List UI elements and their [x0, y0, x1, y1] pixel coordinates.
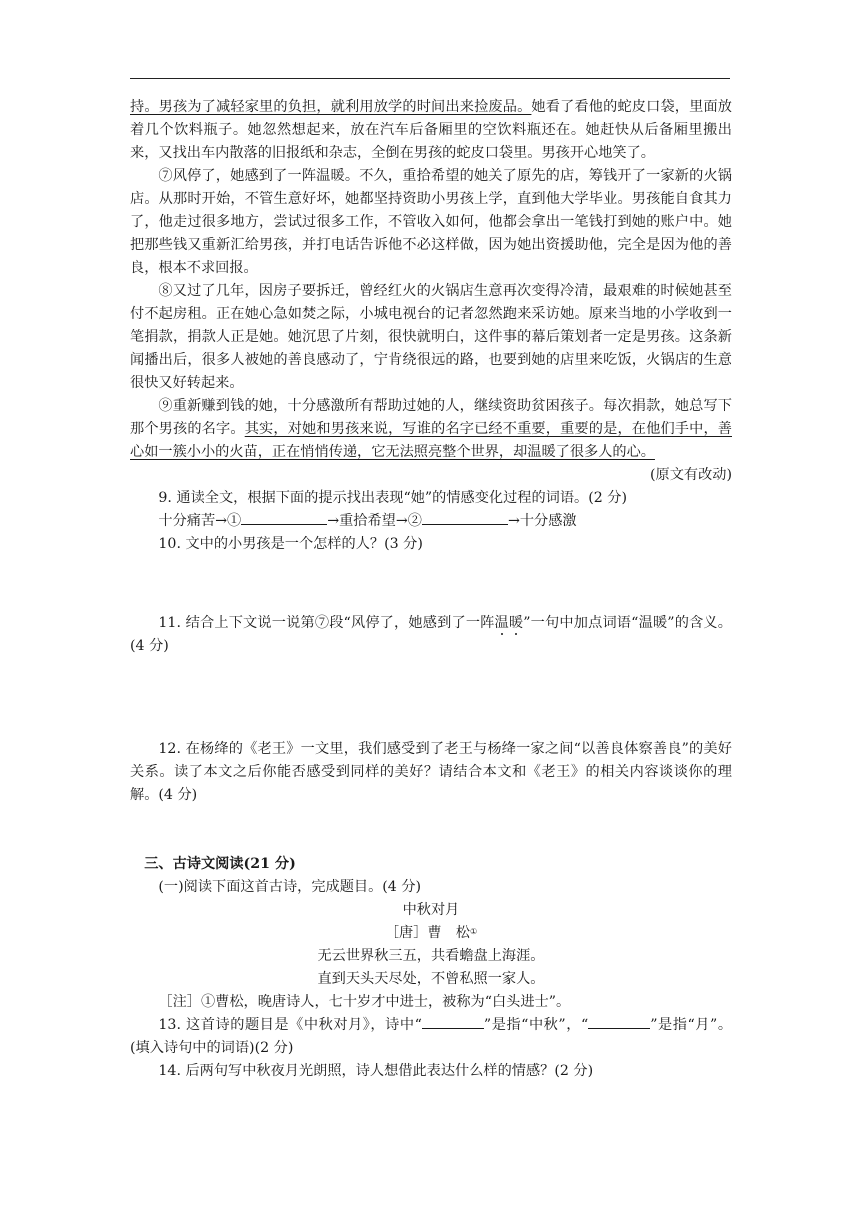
- answer-blank-13a[interactable]: [422, 1014, 484, 1029]
- poem-line-2: 直到天头天尽处，不曾私照一家人。: [317, 971, 545, 987]
- question-text: ”是指“中秋”，“: [483, 1017, 589, 1033]
- underlined-sentence: 其实，对她和男孩来说，写谁的名字已经不重要，重要的是，在他们手中，善心如一簇小小的火苗，正在悄悄传递，它无法照亮整个世界，却温暖了很多人的心。: [130, 421, 732, 460]
- paragraph-7: ⑦风停了，她感到了一阵温暖。不久，重拾希望的她关了原先的店，筹钱开了一家新的火锅店。从那时开始，不管生意好坏，她都坚持资助小男孩上学，直到他大学毕业。男孩能自食其力了，他走过很多地方，尝试过很多工作，不管收入如何，他都会拿出一笔钱打到她的账户中。她把那些钱又重新汇给男孩，并打电话告诉他不必这样做，因为她出资援助他，完全是因为他的善良，根本不求回报。: [130, 168, 732, 276]
- underlined-sentence: 持。男孩为了减轻家里的负担，就利用放学的时间出来捡废品。: [130, 99, 532, 115]
- footnote-marker: ①: [469, 927, 478, 936]
- question-text: ”是指“月”。(填入诗句中的词语)(2 分): [130, 1017, 733, 1056]
- paragraph-text: ⑨重新赚到钱的她，十分感激所有帮助过她的人，继续资助贫困孩子。每次捐款，她总写下那个男孩的名字。: [130, 398, 732, 437]
- question-text: ”一句中加点词语“温暖”的含义。(4 分): [130, 615, 732, 654]
- chain-text-3: →十分感激: [507, 513, 577, 529]
- answer-space-10[interactable]: [130, 556, 732, 612]
- chain-text-2: →重拾希望→②: [327, 513, 422, 529]
- question-9: 9. 通读全文，根据下面的提示找出表现“她”的情感变化过程的词语。(2 分): [158, 490, 627, 506]
- question-13: [130, 1014, 732, 1060]
- answer-space-12[interactable]: [130, 807, 732, 853]
- question-text: 11. 结合上下文说一说第⑦段“风停了，她感到了一阵: [158, 615, 495, 631]
- question-12: 12. 在杨绛的《老王》一文里，我们感受到了老王与杨绛一家之间“以善良体察善良”的美好关系。读了本文之后你能否感受到同样的美好？请结合本文和《老王》的相关内容谈谈你的理解。(4 分): [130, 741, 732, 803]
- question-11: [130, 612, 732, 658]
- paragraph-text: 她看了看他的蛇皮口袋，里面放着几个饮料瓶子。她忽然想起来，放在汽车后备厢里的空饮料瓶还在。她赶快从后备厢里搬出来，又找出车内散落的旧报纸和杂志，全倒在男孩的蛇皮口袋里。男孩开心地笑了。: [130, 99, 732, 161]
- question-text: 13. 这首诗的题目是《中秋对月》，诗中“: [158, 1017, 422, 1033]
- poem-line-1: 无云世界秋三五，共看蟾盘上海涯。: [317, 948, 545, 964]
- answer-space-11[interactable]: [130, 658, 732, 738]
- paragraph-6-continued: [130, 96, 732, 165]
- answer-blank-1[interactable]: [241, 510, 327, 525]
- source-note: (原文有改动): [649, 467, 732, 483]
- answer-blank-13b[interactable]: [588, 1014, 650, 1029]
- question-9-chain: [130, 510, 732, 533]
- section-title: 三、古诗文阅读(21 分): [144, 856, 296, 872]
- author-text: ［唐］曹 松: [384, 925, 470, 941]
- poem-title: 中秋对月: [402, 902, 460, 918]
- poem-note: ［注］①曹松，晚唐诗人，七十岁才中进士，被称为“白头进士”。: [158, 994, 571, 1010]
- dotted-char-2: 暖: [508, 615, 524, 631]
- paragraph-9: [130, 395, 732, 464]
- dotted-char-1: 温: [494, 615, 509, 631]
- question-10: 10. 文中的小男孩是一个怎样的人？(3 分): [158, 536, 423, 552]
- poem-author: [130, 922, 732, 945]
- document-content: [130, 96, 732, 1083]
- question-14: 14. 后两句写中秋夜月光朗照，诗人想借此表达什么样的情感？(2 分): [158, 1063, 594, 1079]
- section-part-1: (一)阅读下面这首古诗，完成题目。(4 分): [158, 879, 422, 895]
- header-rule: [130, 78, 730, 79]
- paragraph-8: ⑧又过了几年，因房子要拆迁，曾经红火的火锅店生意再次变得冷清，最艰难的时候她甚至付不起房租。正在她心急如焚之际，小城电视台的记者忽然跑来采访她。原来当地的小学收到一笔捐款，捐款人正是她。她沉思了片刻，很快就明白，这件事的幕后策划者一定是男孩。这条新闻播出后，很多人被她的善良感动了，宁肯绕很远的路，也要到她的店里来吃饭，火锅店的生意很快又好转起来。: [130, 283, 732, 391]
- chain-text-1: 十分痛苦→①: [158, 513, 242, 529]
- answer-blank-2[interactable]: [422, 510, 508, 525]
